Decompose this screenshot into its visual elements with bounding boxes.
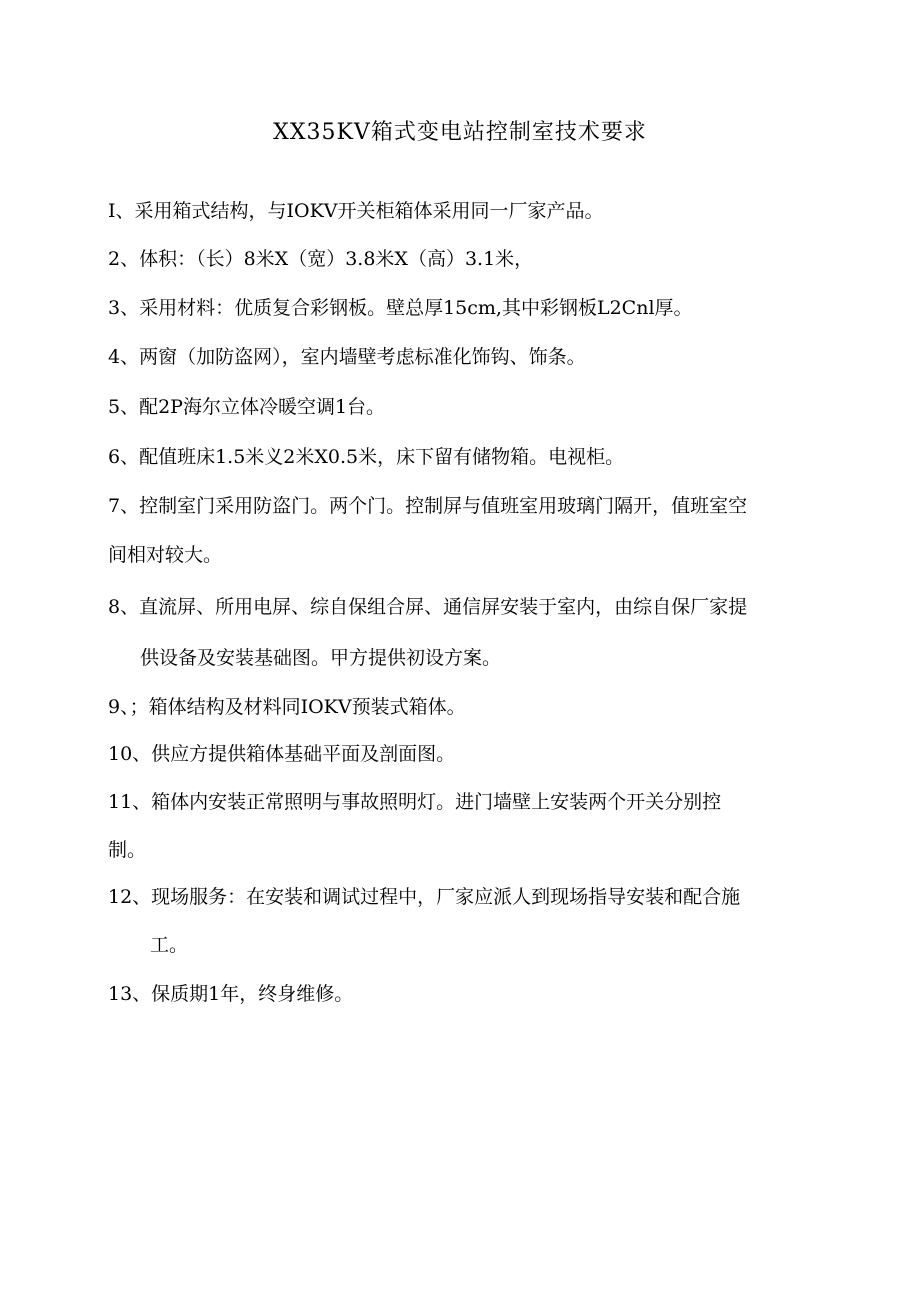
item-12-continuation: 工。 (150, 934, 189, 956)
item-11: 11、箱体内安装正常照明与事故照明灯。进门墙壁上安装两个开关分别控 (108, 791, 722, 813)
item-12: 12、现场服务：在安装和调试过程中，厂家应派人到现场指导安装和配合施 (108, 886, 741, 908)
item-7: 7、控制室门采用防盗门。两个门。控制屏与值班室用玻璃门隔开，值班室空 (108, 495, 748, 517)
document-title: XX35KV箱式变电站控制室技术要求 (273, 120, 647, 145)
item-5: 5、配2P海尔立体冷暖空调1台。 (108, 396, 386, 418)
item-4: 4、两窗（加防盗网），室内墙壁考虑标准化饰钩、饰条。 (108, 346, 586, 368)
item-6: 6、配值班床1.5米义2米X0.5米，床下留有储物箱。电视柜。 (108, 446, 625, 468)
item-9: 9、；箱体结构及材料同IOKV预装式箱体。 (108, 696, 466, 718)
item-8: 8、直流屏、所用电屏、综自保组合屏、通信屏安装于室内，由综自保厂家提 (108, 596, 748, 618)
item-2: 2、体积：（长）8米X（宽）3.8米X（高）3.1米， (108, 248, 534, 270)
item-1: I、采用箱式结构，与IOKV开关柜箱体采用同一厂家产品。 (108, 200, 604, 222)
item-3: 3、采用材料：优质复合彩钢板。壁总厚15cm,其中彩钢板L2Cnl厚。 (108, 297, 693, 319)
item-10: 10、供应方提供箱体基础平面及剖面图。 (108, 743, 456, 765)
item-8-continuation: 供设备及安装基础图。甲方提供初设方案。 (140, 647, 502, 669)
item-13: 13、保质期1年，终身维修。 (108, 983, 354, 1005)
item-11-continuation: 制。 (108, 839, 147, 861)
item-7-continuation: 间相对较大。 (108, 544, 223, 566)
